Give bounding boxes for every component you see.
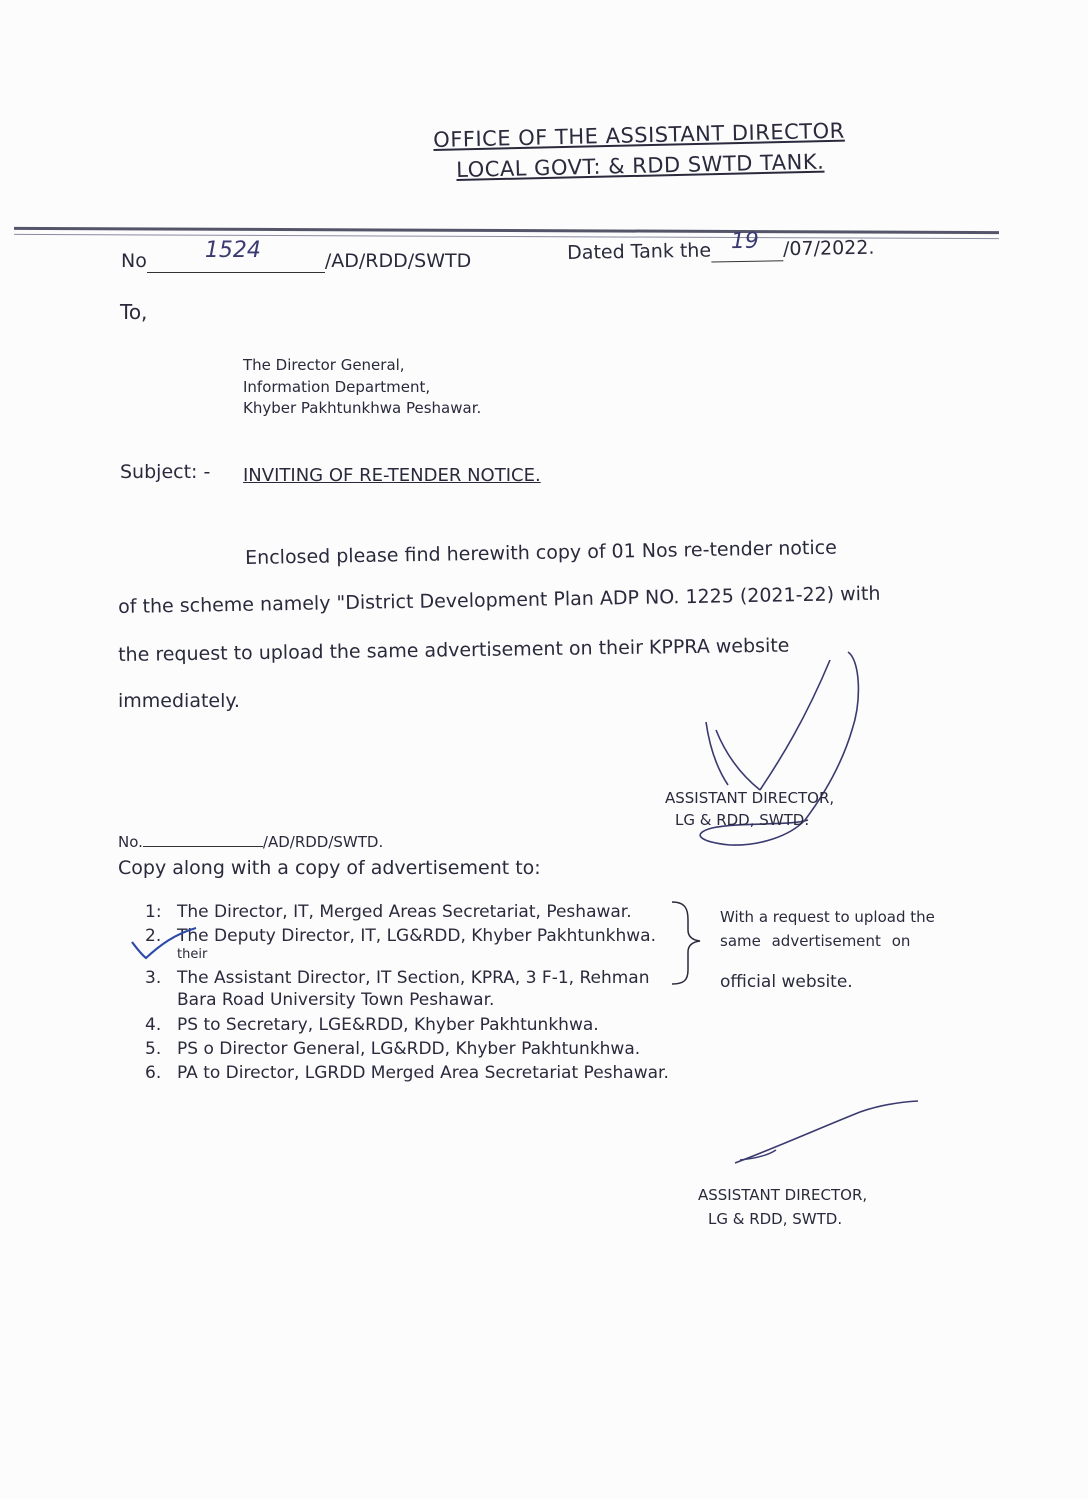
copy-inserted-word: their [177, 947, 208, 962]
copy-note-line-2: same advertisement on [720, 932, 911, 950]
signature1-title: ASSISTANT DIRECTOR, [665, 789, 835, 807]
body-line-3: the request to upload the same advertisement on their KPPRA website [118, 634, 790, 666]
dated-suffix: /07/2022. [782, 236, 875, 261]
copy-item-3-text: The Assistant Director, IT Section, KPRA, 3 F-1, Rehman [177, 968, 650, 988]
body-line-4: immediately. [118, 690, 240, 712]
copy-no-suffix: /AD/RDD/SWTD. [262, 833, 384, 851]
signature2-office: LG & RDD, SWTD. [708, 1210, 843, 1228]
dated-day-handwritten: 19 [730, 228, 760, 255]
copy-item-3-num: 3. [145, 968, 162, 988]
recipient-line-3: Khyber Pakhtunkhwa Peshawar. [243, 399, 482, 417]
body-line-2: of the scheme namely "District Development Plan ADP NO. 1225 (2021-22) with [118, 582, 881, 618]
to-label: To, [120, 300, 148, 324]
reference-no-suffix: /AD/RDD/SWTD [324, 250, 472, 272]
recipient-line-1: The Director General, [243, 356, 405, 374]
copy-item-1-num: 1: [145, 902, 162, 922]
copy-item-2-text: The Deputy Director, IT, LG&RDD, Khyber Pakhtunkhwa. [177, 926, 656, 946]
copy-item-5-text: PS o Director General, LG&RDD, Khyber Pakhtunkhwa. [177, 1039, 641, 1059]
copy-item-4-num: 4. [145, 1015, 162, 1035]
copy-item-2-num: 2. [145, 926, 162, 946]
subject-title: INVITING OF RE-TENDER NOTICE. [243, 465, 541, 486]
reference-no-handwritten: 1524 [204, 238, 261, 263]
copy-header: Copy along with a copy of advertisement to: [118, 857, 541, 879]
copy-item-5-num: 5. [145, 1039, 162, 1059]
recipient-line-2: Information Department, [243, 378, 431, 396]
signature2-title: ASSISTANT DIRECTOR, [698, 1186, 868, 1204]
signature1-office: LG & RDD, SWTD. [675, 811, 810, 829]
subject-label: Subject: - [120, 461, 211, 483]
office-title-line2: LOCAL GOVT: & RDD SWTD TANK. [456, 149, 825, 182]
copy-item-3-cont-text: Bara Road University Town Peshawar. [177, 990, 495, 1010]
copy-item-1-text: The Director, IT, Merged Areas Secretariat, Peshawar. [177, 902, 632, 922]
reference-no-label: No [121, 250, 147, 272]
dated-label: Dated Tank the [567, 239, 712, 264]
copy-item-6-num: 6. [145, 1063, 162, 1083]
copy-note-line-3: official website. [720, 972, 853, 992]
copy-item-6-text: PA to Director, LGRDD Merged Area Secretariat Peshawar. [177, 1063, 669, 1083]
body-line-1: Enclosed please find herewith copy of 01 Nos re-tender notice [245, 536, 837, 569]
copy-item-4-text: PS to Secretary, LGE&RDD, Khyber Pakhtunkhwa. [177, 1015, 599, 1035]
copy-note-line-1: With a request to upload the [720, 908, 935, 926]
office-title-line1: OFFICE OF THE ASSISTANT DIRECTOR [433, 118, 845, 152]
copy-no-label: No. [118, 833, 143, 851]
